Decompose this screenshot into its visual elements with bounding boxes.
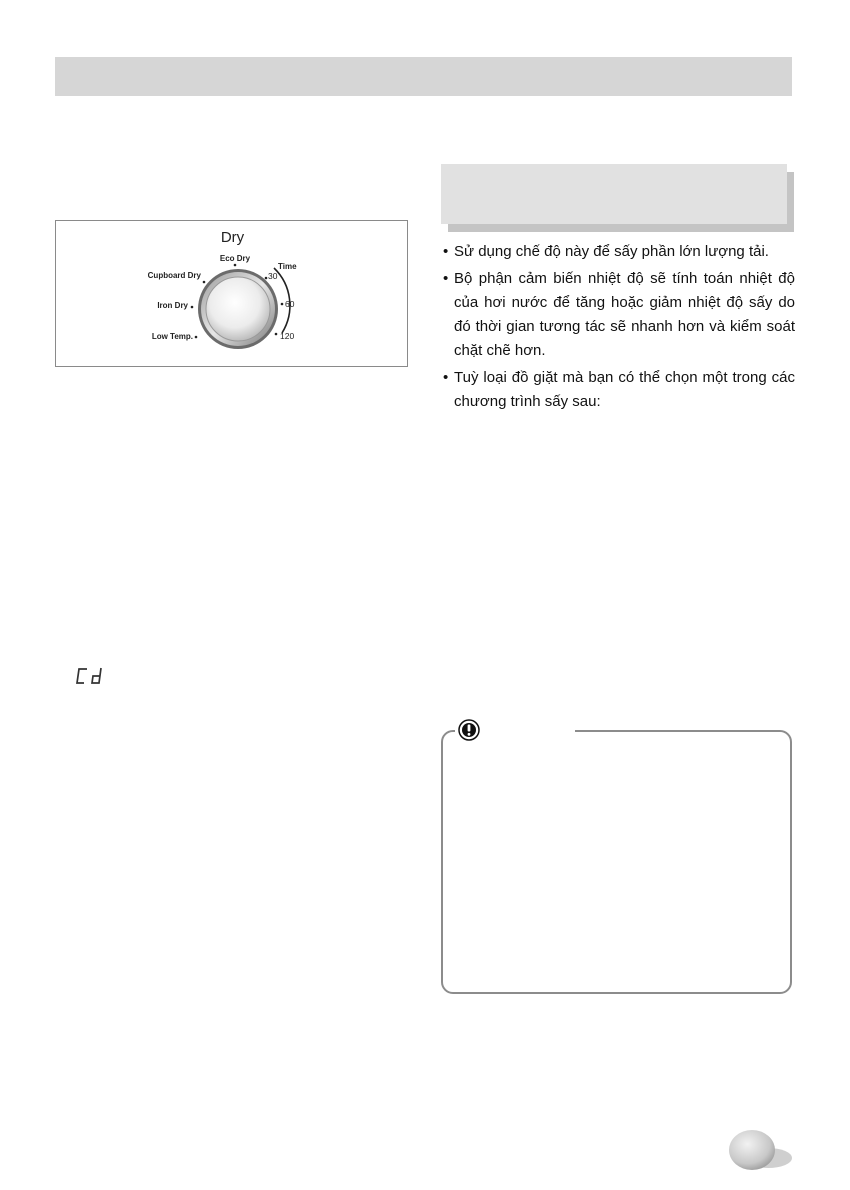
bullet-symbol: • [443, 369, 449, 386]
bullet-symbol: • [443, 270, 449, 287]
dial-knob[interactable] [206, 277, 270, 341]
label-120: 120 [280, 331, 295, 341]
marker-eco-dry [234, 264, 237, 267]
bullet-symbol: • [443, 243, 449, 260]
label-low-temp: Low Temp. [151, 332, 193, 341]
page-number-tab [728, 1128, 794, 1172]
label-cupboard-dry: Cupboard Dry [147, 271, 201, 280]
section-heading-box [441, 164, 787, 224]
label-30: 30 [268, 271, 278, 281]
marker-cupboard-dry [203, 281, 206, 284]
marker-30 [265, 277, 268, 280]
warning-icon [457, 718, 481, 742]
marker-60 [281, 303, 284, 306]
marker-120 [275, 333, 278, 336]
marker-iron-dry [191, 306, 194, 309]
page-header-band [55, 57, 792, 96]
list-item [443, 267, 795, 363]
label-eco-dry: Eco Dry [219, 254, 251, 263]
dry-dial-panel [55, 220, 408, 367]
list-item-text: Bộ phận cảm biến nhiệt độ sẽ tính toán nhiệt độ của hơi nước để tăng hoặc giảm nhiệt độ sấy do đó thời gian tương tác sẽ nhanh hơn và kiểm soát chặt chẽ hơn. [454, 270, 795, 359]
list-item [443, 366, 795, 414]
list-item [443, 240, 795, 264]
marker-low-temp [195, 336, 198, 339]
display-code-cd [70, 664, 110, 690]
caution-box [441, 730, 792, 994]
list-item-text: Sử dụng chế độ này để sấy phần lớn lượng tải. [454, 243, 769, 260]
list-item-text: Tuỳ loại đồ giặt mà bạn có thể chọn một trong các chương trình sấy sau: [454, 369, 795, 410]
label-time: Time [278, 262, 297, 271]
dial-title: Dry [220, 229, 245, 246]
segment-d [92, 668, 101, 683]
description-list [443, 240, 795, 417]
label-iron-dry: Iron Dry [157, 301, 188, 310]
segment-c [77, 669, 87, 683]
dry-dial [56, 221, 409, 368]
label-60: 60 [285, 299, 295, 309]
